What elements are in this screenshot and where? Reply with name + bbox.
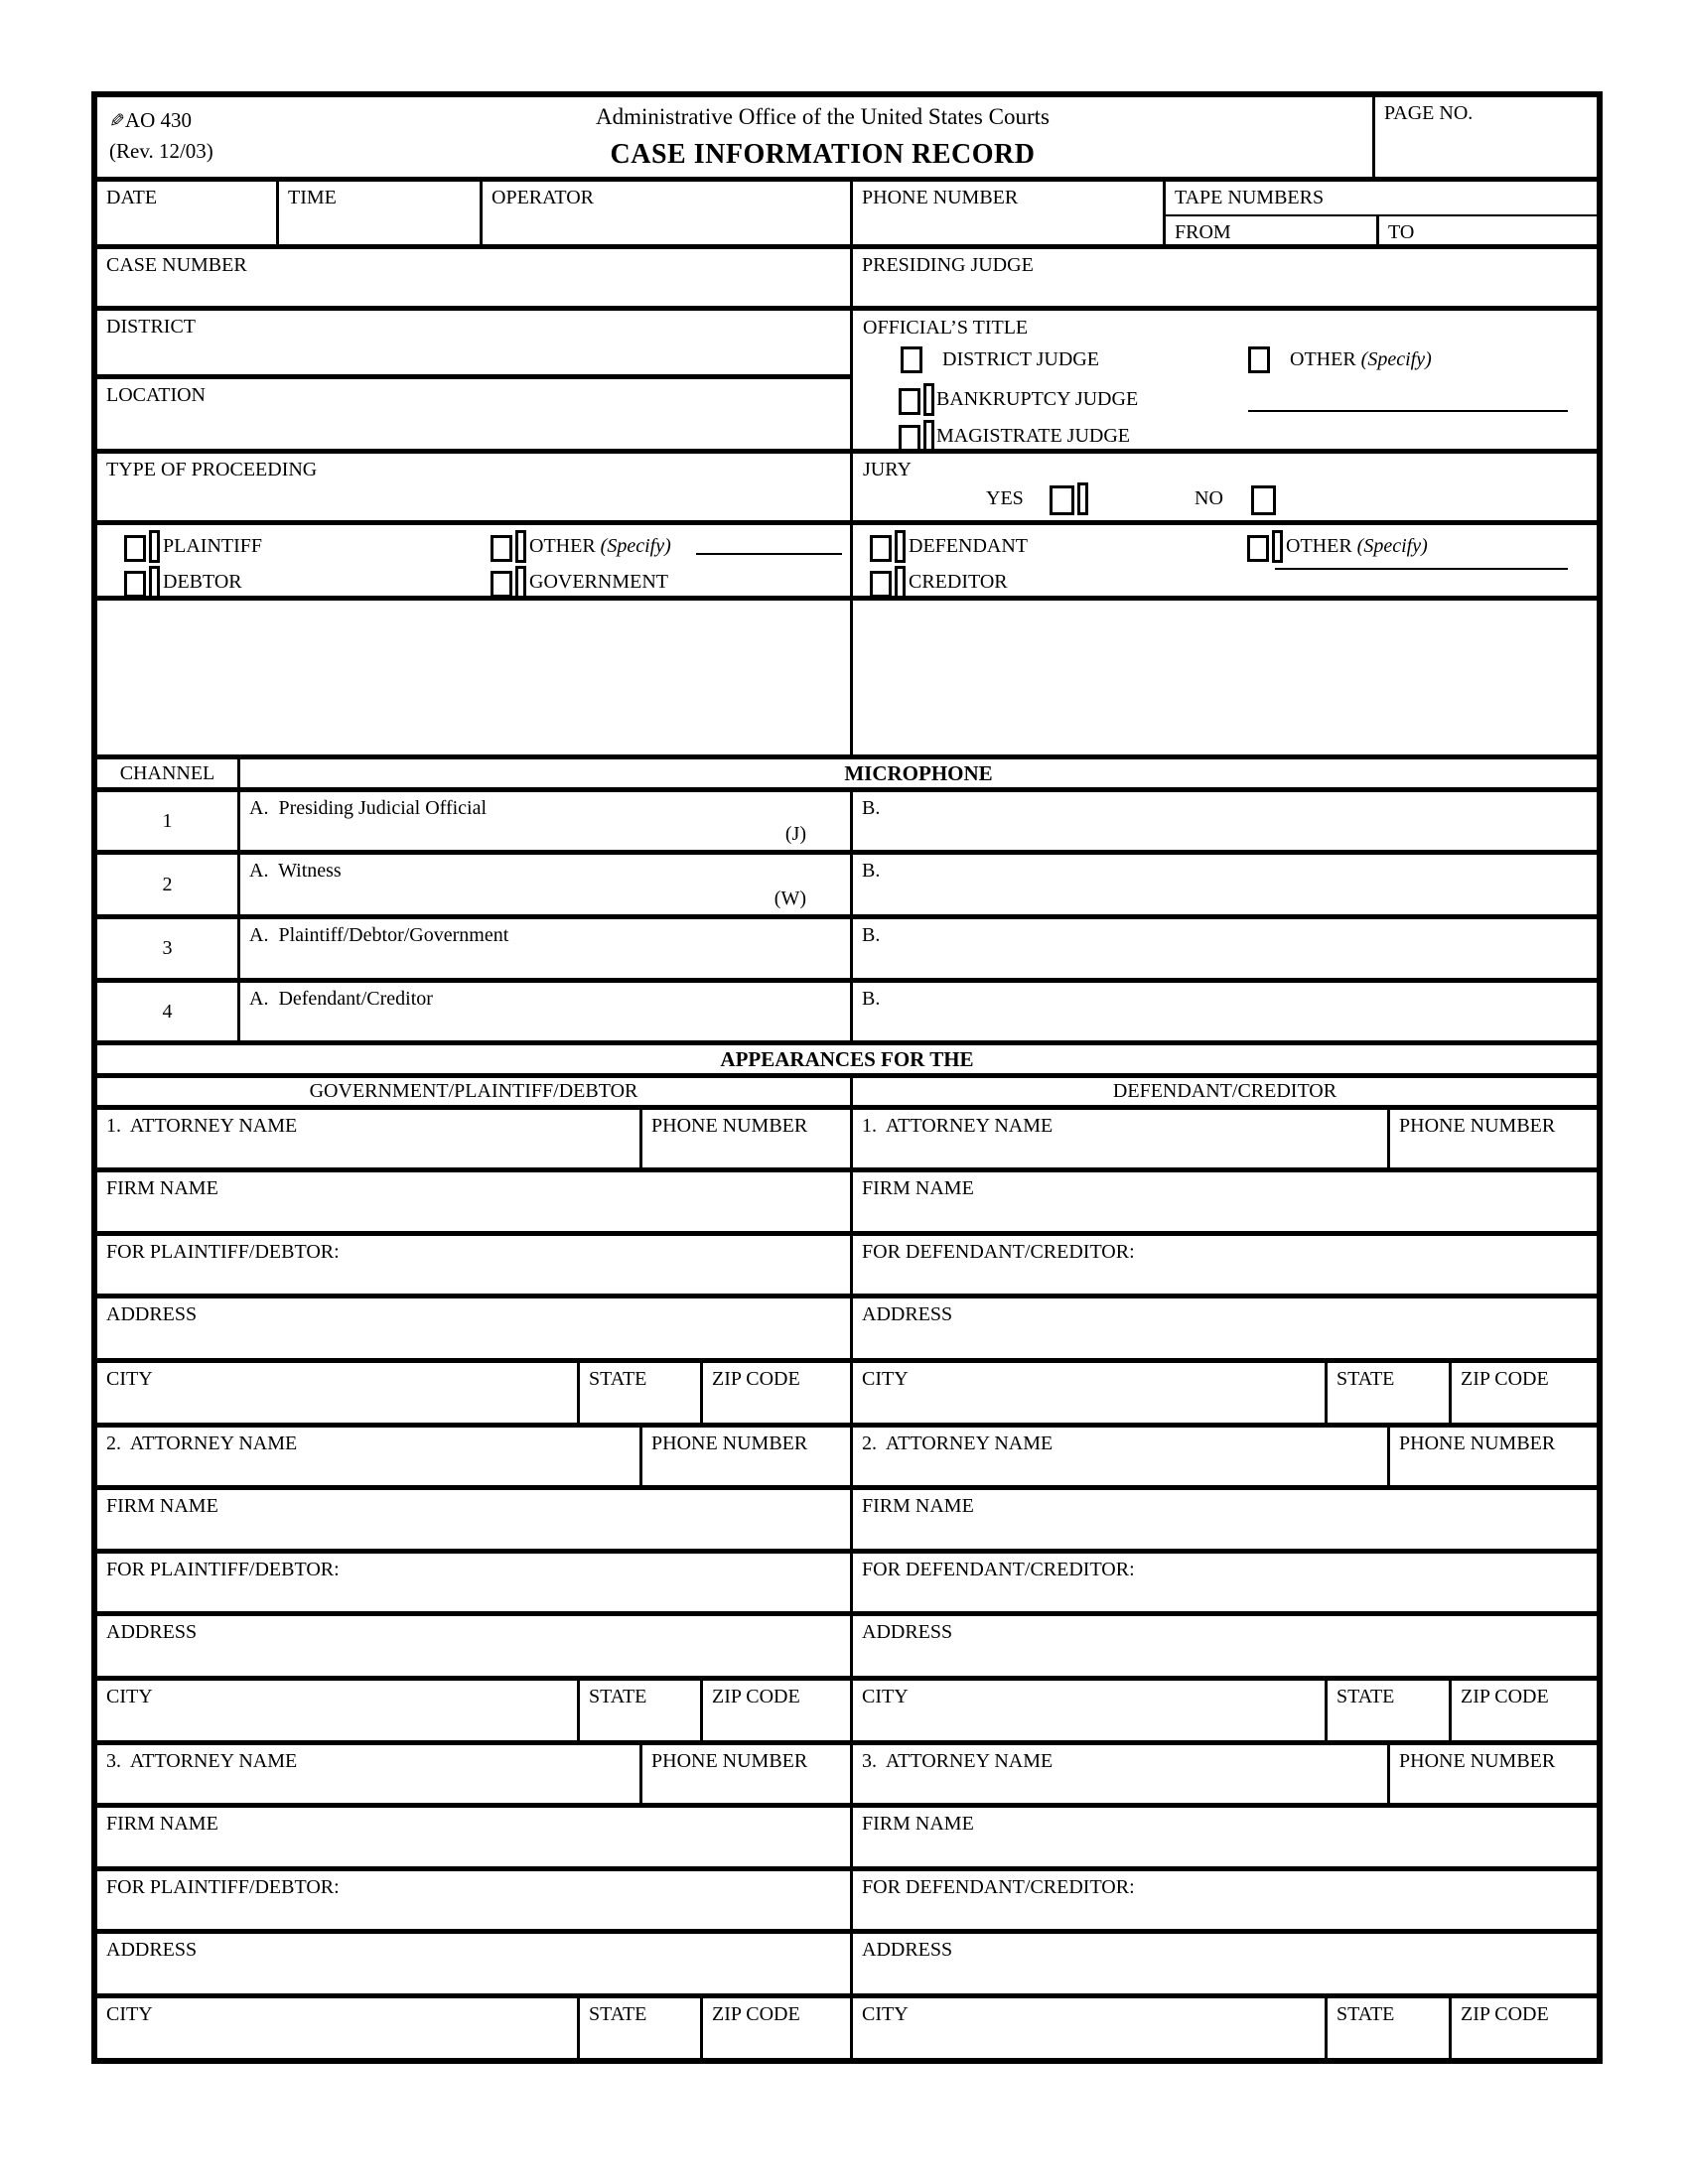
jury-yes-checkbox[interactable] — [1050, 481, 1088, 515]
proceeding-jury-row — [97, 449, 1597, 520]
state-left: STATE — [577, 1681, 700, 1740]
attorney-3-for-row — [97, 1866, 1597, 1929]
title-other-checkbox[interactable] — [1248, 346, 1270, 373]
notes-left-cell — [97, 601, 850, 754]
firm-name-right: FIRM NAME — [850, 1172, 1597, 1231]
attorney-1-address-row — [97, 1294, 1597, 1358]
tape-to-field — [1376, 216, 1597, 244]
district-location-stack — [97, 311, 850, 449]
district-title-row — [97, 306, 1597, 449]
zip-right: ZIP CODE — [1449, 1363, 1597, 1423]
firm-name-left: FIRM NAME — [106, 1813, 218, 1835]
zip-left: ZIP CODE — [700, 1998, 850, 2058]
attorney-1-phone-left: PHONE NUMBER — [639, 1110, 850, 1167]
jury-yes-label: YES — [986, 486, 1024, 509]
for-plaintiff-debtor-left: FOR PLAINTIFF/DEBTOR: — [106, 1559, 340, 1580]
magistrate-judge-option — [899, 420, 1130, 449]
address-left: ADDRESS — [106, 1303, 198, 1325]
left-other-checkbox[interactable] — [491, 530, 526, 563]
creditor-checkbox[interactable] — [870, 566, 906, 596]
city-left: CITY — [106, 1368, 153, 1390]
zip-right: ZIP CODE — [1449, 1681, 1597, 1740]
channel-number: 3 — [162, 937, 173, 959]
microphone-header-cell — [237, 759, 1597, 787]
appearances-header-row — [97, 1073, 1597, 1105]
attorney-2-address-row — [97, 1611, 1597, 1676]
bankruptcy-judge-checkbox[interactable] — [899, 383, 934, 416]
channel-row-1 — [97, 787, 1597, 850]
creditor-label: CREDITOR — [909, 571, 1008, 593]
tape-from-label: FROM — [1175, 221, 1231, 243]
channel-3-mic-a: A. Plaintiff/Debtor/Government — [237, 919, 850, 978]
address-right: ADDRESS — [850, 1298, 1597, 1358]
bankruptcy-judge-option — [899, 383, 1138, 416]
plaintiff-checkbox[interactable] — [124, 530, 160, 563]
form-title-cell — [97, 97, 1372, 177]
appearances-title-row — [97, 1040, 1597, 1073]
channel-number: 1 — [162, 809, 173, 832]
appearances-left-header: GOVERNMENT/PLAINTIFF/DEBTOR — [309, 1080, 638, 1102]
government-checkbox[interactable] — [491, 566, 526, 596]
title-other-label: OTHER (Specify) — [1290, 348, 1432, 370]
attorney-3-city-row — [97, 1993, 1597, 2058]
tape-numbers-header — [1166, 182, 1597, 214]
appearances-right-header: DEFENDANT/CREDITOR — [850, 1078, 1597, 1105]
state-left: STATE — [577, 1998, 700, 2058]
presiding-judge-label: PRESIDING JUDGE — [862, 254, 1034, 276]
zip-right: ZIP CODE — [1449, 1998, 1597, 2058]
tape-from-field — [1166, 216, 1376, 244]
channel-number: 2 — [162, 873, 173, 895]
right-other-label: OTHER (Specify) — [1286, 535, 1428, 557]
zip-left: ZIP CODE — [700, 1363, 850, 1423]
form-title-row — [97, 97, 1597, 177]
government-label: GOVERNMENT — [529, 571, 668, 593]
district-judge-label: DISTRICT JUDGE — [942, 348, 1099, 370]
channel-1-mic-b: B. — [850, 792, 1597, 850]
attorney-3-name-left: 3. ATTORNEY NAME — [106, 1750, 298, 1772]
attorney-2-phone-left: PHONE NUMBER — [639, 1428, 850, 1485]
session-info-row — [97, 177, 1597, 244]
form-titles — [273, 97, 1372, 177]
channel-header-label: CHANNEL — [119, 761, 215, 784]
attorney-1-name-row — [97, 1105, 1597, 1167]
notes-row — [97, 596, 1597, 754]
debtor-label: DEBTOR — [163, 571, 242, 593]
date-label: DATE — [106, 187, 158, 208]
jury-no-option — [1195, 481, 1276, 515]
right-other-option — [1247, 530, 1428, 563]
attorney-2-name-left: 2. ATTORNEY NAME — [106, 1433, 298, 1454]
attorney-2-name-row — [97, 1423, 1597, 1485]
attorney-3-phone-left: PHONE NUMBER — [639, 1745, 850, 1803]
defendant-label: DEFENDANT — [909, 535, 1028, 557]
city-right: CITY — [850, 1681, 1325, 1740]
tape-numbers-field — [1163, 182, 1597, 244]
attorney-2-phone-right: PHONE NUMBER — [1387, 1428, 1597, 1485]
jury-no-checkbox[interactable] — [1251, 485, 1276, 515]
tape-from-to-row — [1166, 214, 1597, 244]
for-defendant-creditor-right: FOR DEFENDANT/CREDITOR: — [850, 1871, 1597, 1929]
for-plaintiff-debtor-left: FOR PLAINTIFF/DEBTOR: — [106, 1241, 340, 1263]
state-right: STATE — [1325, 1363, 1449, 1423]
tape-numbers-label: TAPE NUMBERS — [1175, 187, 1325, 208]
attorney-1-for-row — [97, 1231, 1597, 1294]
officials-title-field — [850, 311, 1597, 449]
form-number: AO 430 — [124, 108, 193, 132]
channel-2-tag: (W) — [774, 887, 806, 909]
agency-name: Administrative Office of the United States Courts — [596, 104, 1050, 129]
state-right: STATE — [1325, 1681, 1449, 1740]
title-other-specify-blank[interactable] — [1248, 410, 1568, 412]
form-id-block — [97, 97, 273, 177]
time-field — [276, 182, 480, 244]
channel-4-mic-b: B. — [850, 983, 1597, 1040]
address-left: ADDRESS — [106, 1621, 198, 1643]
state-right: STATE — [1325, 1998, 1449, 2058]
attorney-3-phone-right: PHONE NUMBER — [1387, 1745, 1597, 1803]
attorney-2-city-row — [97, 1676, 1597, 1740]
party-left-cell — [97, 525, 850, 596]
jury-label: JURY — [863, 459, 912, 480]
magistrate-judge-label: MAGISTRATE JUDGE — [936, 425, 1130, 447]
city-right: CITY — [850, 1998, 1325, 2058]
left-other-label: OTHER (Specify) — [529, 535, 671, 557]
attorney-2-name-right: 2. ATTORNEY NAME — [850, 1428, 1387, 1485]
bankruptcy-judge-label: BANKRUPTCY JUDGE — [936, 388, 1139, 410]
channel-row-3 — [97, 914, 1597, 978]
appearances-title: APPEARANCES FOR THE — [720, 1046, 974, 1071]
district-field — [97, 311, 850, 374]
address-left: ADDRESS — [106, 1939, 198, 1961]
case-number-field — [97, 249, 850, 306]
defendant-checkbox[interactable] — [870, 530, 906, 563]
attorney-1-firm-row — [97, 1167, 1597, 1231]
jury-yes-option — [986, 481, 1088, 515]
type-of-proceeding-label: TYPE OF PROCEEDING — [106, 459, 318, 480]
form-revision: (Rev. 12/03) — [109, 138, 213, 163]
left-other-specify-blank[interactable] — [696, 553, 842, 555]
city-right: CITY — [850, 1363, 1325, 1423]
time-label: TIME — [288, 187, 337, 208]
title-other-option — [1248, 346, 1432, 373]
page-no-label: PAGE NO. — [1384, 102, 1474, 124]
attorney-2-for-row — [97, 1549, 1597, 1611]
case-information-record-form — [91, 91, 1603, 2064]
plaintiff-label: PLAINTIFF — [163, 535, 263, 557]
notes-right-cell — [850, 601, 1597, 754]
party-right-cell — [850, 525, 1597, 596]
attorney-1-name-right: 1. ATTORNEY NAME — [850, 1110, 1387, 1167]
for-defendant-creditor-right: FOR DEFENDANT/CREDITOR: — [850, 1554, 1597, 1611]
city-left: CITY — [106, 1686, 153, 1707]
firm-name-right: FIRM NAME — [850, 1808, 1597, 1866]
for-defendant-creditor-right: FOR DEFENDANT/CREDITOR: — [850, 1236, 1597, 1294]
microphone-header-label: MICROPHONE — [844, 760, 993, 785]
zip-left: ZIP CODE — [700, 1681, 850, 1740]
page-title: CASE INFORMATION RECORD — [610, 138, 1036, 170]
attorney-1-phone-right: PHONE NUMBER — [1387, 1110, 1597, 1167]
firm-name-left: FIRM NAME — [106, 1495, 218, 1517]
phone-number-label: PHONE NUMBER — [862, 187, 1019, 208]
channel-row-4 — [97, 978, 1597, 1040]
page-no-field — [1372, 97, 1597, 177]
channel-2-mic-a: A. Witness (W) — [237, 855, 850, 914]
channel-4-mic-a: A. Defendant/Creditor — [237, 983, 850, 1040]
defendant-option — [870, 530, 1028, 563]
channel-header-cell — [97, 759, 237, 787]
attorney-1-name-left: 1. ATTORNEY NAME — [106, 1115, 298, 1137]
firm-name-left: FIRM NAME — [106, 1177, 218, 1199]
channel-2-mic-b: B. — [850, 855, 1597, 914]
attorney-3-firm-row — [97, 1803, 1597, 1866]
pencil-icon: ✎ — [109, 110, 125, 132]
operator-field — [480, 182, 850, 244]
attorney-3-name-row — [97, 1740, 1597, 1803]
jury-no-label: NO — [1195, 486, 1223, 509]
location-field — [97, 374, 850, 449]
attorney-3-address-row — [97, 1929, 1597, 1993]
plaintiff-option — [124, 530, 262, 563]
state-left: STATE — [577, 1363, 700, 1423]
party-checkbox-row — [97, 520, 1597, 596]
government-option — [491, 566, 668, 596]
right-other-specify-blank[interactable] — [1275, 568, 1568, 570]
operator-label: OPERATOR — [492, 187, 594, 208]
type-of-proceeding-field — [97, 454, 850, 520]
presiding-judge-field — [850, 249, 1597, 306]
date-field — [97, 182, 276, 244]
district-judge-checkbox[interactable] — [901, 346, 922, 373]
address-right: ADDRESS — [850, 1934, 1597, 1993]
district-judge-option — [901, 346, 1099, 373]
magistrate-judge-checkbox[interactable] — [899, 420, 934, 449]
officials-title-label: OFFICIAL’S TITLE — [863, 317, 1029, 339]
firm-name-right: FIRM NAME — [850, 1490, 1597, 1549]
channel-number: 4 — [162, 1000, 173, 1023]
jury-field — [850, 454, 1597, 520]
city-left: CITY — [106, 2003, 153, 2025]
channel-row-2 — [97, 850, 1597, 914]
left-other-option — [491, 530, 671, 563]
case-number-label: CASE NUMBER — [106, 254, 247, 276]
creditor-option — [870, 566, 1008, 596]
channel-3-mic-b: B. — [850, 919, 1597, 978]
attorney-2-firm-row — [97, 1485, 1597, 1549]
right-other-checkbox[interactable] — [1247, 530, 1283, 563]
debtor-option — [124, 566, 242, 596]
attorney-3-name-right: 3. ATTORNEY NAME — [850, 1745, 1387, 1803]
case-judge-row — [97, 244, 1597, 306]
for-plaintiff-debtor-left: FOR PLAINTIFF/DEBTOR: — [106, 1876, 340, 1898]
phone-number-field — [850, 182, 1163, 244]
district-label: DISTRICT — [106, 316, 196, 338]
attorney-1-city-row — [97, 1358, 1597, 1423]
location-label: LOCATION — [106, 384, 206, 406]
tape-to-label: TO — [1388, 221, 1415, 243]
address-right: ADDRESS — [850, 1616, 1597, 1676]
channel-1-mic-a: A. Presiding Judicial Official (J) — [237, 792, 850, 850]
microphone-header-row — [97, 754, 1597, 787]
debtor-checkbox[interactable] — [124, 566, 160, 596]
channel-1-tag: (J) — [784, 823, 806, 845]
